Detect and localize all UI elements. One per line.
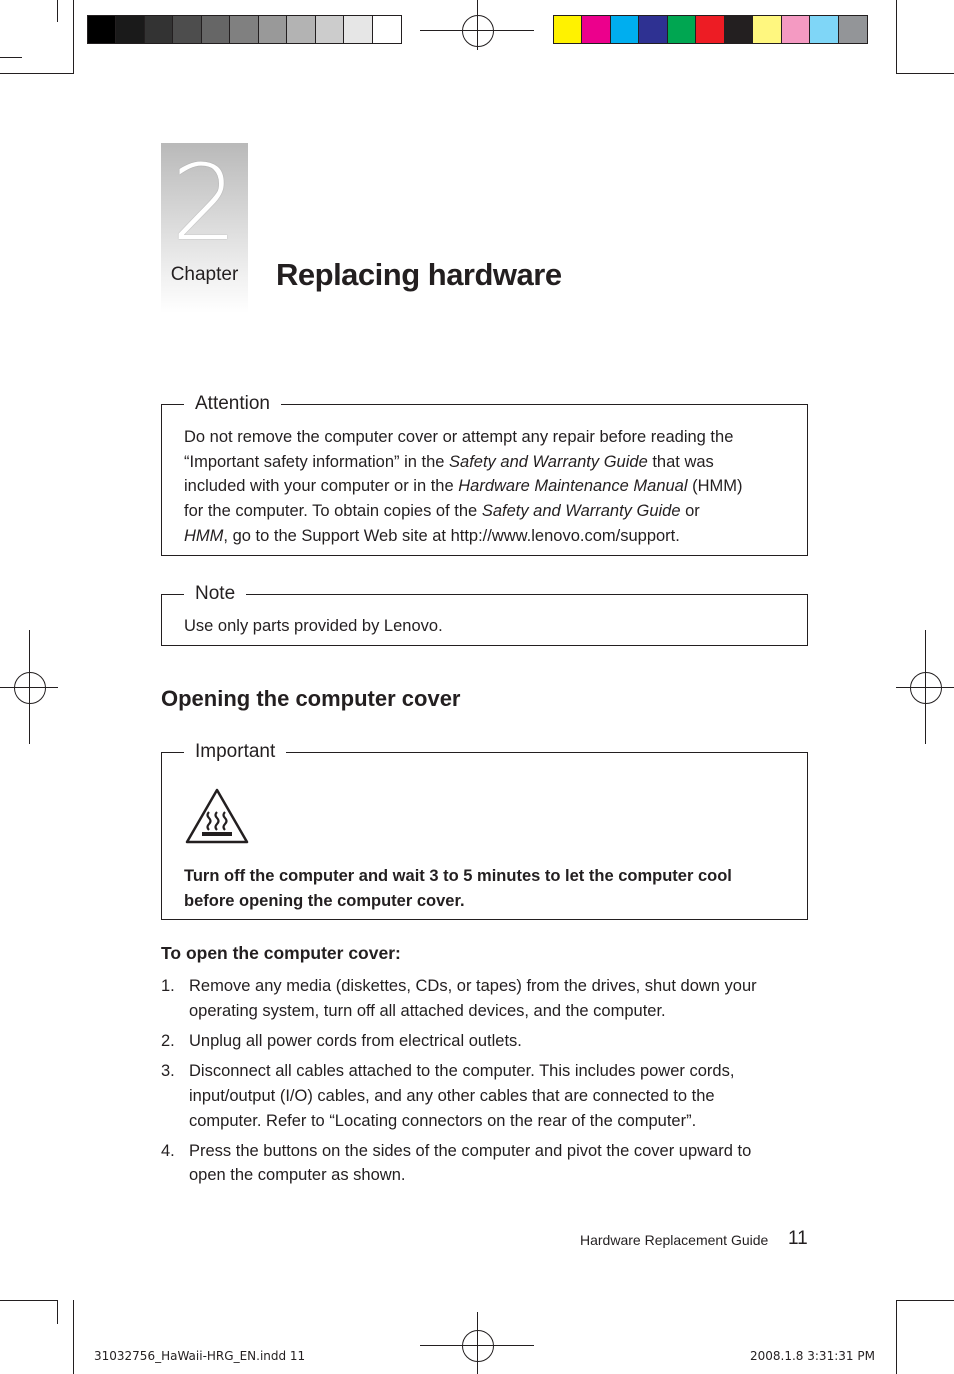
procedure-step [161,1029,811,1054]
step-text-line: Remove any media (diskettes, CDs, or tapes) from the drives, shut down your [189,977,757,995]
important-box [161,741,808,920]
note-text: Use only parts provided by Lenovo. [184,617,443,635]
attention-line: Do not remove the computer cover or attempt any repair before reading the [184,428,734,446]
attention-line: included with your computer or in the Hardware Maintenance Manual (HMM) [184,477,743,496]
step-text-line: computer. Refer to “Locating connectors on the rear of the computer”. [189,1111,697,1130]
color-swatch [611,16,639,43]
italic-title: Hardware Maintenance Manual [458,477,688,496]
color-swatch [839,16,867,43]
procedure-step [161,1059,811,1133]
footer-guide-title: Hardware Replacement Guide [580,1232,769,1248]
attention-text [184,425,789,549]
step-text-line: Disconnect all cables attached to the computer. This includes power cords, [189,1062,735,1081]
important-line: before opening the computer cover. [184,891,465,910]
step-number: 1. [161,977,175,995]
step-number: 4. [161,1141,175,1160]
note-title: Note [184,583,246,605]
step-text-line: Press the buttons on the sides of the computer and pivot the cover upward to [189,1141,752,1160]
gray-swatch [173,16,201,43]
color-swatch [782,16,810,43]
step-number: 2. [161,1031,175,1050]
attention-line: for the computer. To obtain copies of the Safety and Warranty Guide or [184,502,700,521]
gray-swatch [259,16,287,43]
gray-swatch [316,16,344,43]
attention-box [161,393,808,556]
chapter-label: Chapter [170,264,239,285]
procedure-step [161,974,811,1023]
slug-filename: 31032756_HaWaii-HRG_EN.indd 11 [94,1349,306,1363]
page-number: 11 [788,1228,808,1249]
important-title: Important [184,741,286,763]
important-line: Turn off the computer and wait 3 to 5 minutes to let the computer cool [184,867,732,885]
color-swatch [753,16,781,43]
color-swatch [725,16,753,43]
attention-line: “Important safety information” in the Safety and Warranty Guide that was [184,452,714,471]
italic-title: Safety and Warranty Guide [449,452,648,471]
procedure-heading: To open the computer cover: [161,943,401,963]
attention-line: HMM, go to the Support Web site at http://www.lenovo.com/support. [184,526,680,545]
note-box [161,583,808,646]
step-text-line: open the computer as shown. [189,1166,406,1185]
slug-timestamp: 2008.1.8 3:31:31 PM [750,1349,875,1363]
attention-title: Attention [184,393,281,415]
color-swatch [696,16,724,43]
color-swatch [554,16,582,43]
section-heading: Opening the computer cover [161,686,461,711]
chapter-number: 2 [171,142,238,264]
procedure-steps [161,974,811,1194]
gray-swatch [373,16,401,43]
chapter-title: Replacing hardware [276,257,562,292]
color-swatch [639,16,667,43]
procedure-step [161,1139,811,1188]
important-text [184,864,789,913]
step-text-line: input/output (I/O) cables, and any other cables that are connected to the [189,1086,715,1105]
color-swatch [668,16,696,43]
gray-swatch [344,16,372,43]
process-color-bar [553,15,868,44]
italic-title: HMM [184,526,224,545]
color-swatch [582,16,610,43]
hot-surface-warning-icon [184,787,250,845]
step-text-line: operating system, turn off all attached devices, and the computer. [189,1001,666,1020]
gray-swatch [116,16,144,43]
step-text-line: Unplug all power cords from electrical outlets. [189,1031,522,1050]
step-number: 3. [161,1062,175,1081]
color-swatch [810,16,838,43]
gray-swatch [88,16,116,43]
gray-swatch [287,16,315,43]
gray-swatch [145,16,173,43]
grayscale-color-bar [87,15,402,44]
italic-title: Safety and Warranty Guide [481,502,681,521]
gray-swatch [202,16,230,43]
gray-swatch [230,16,258,43]
